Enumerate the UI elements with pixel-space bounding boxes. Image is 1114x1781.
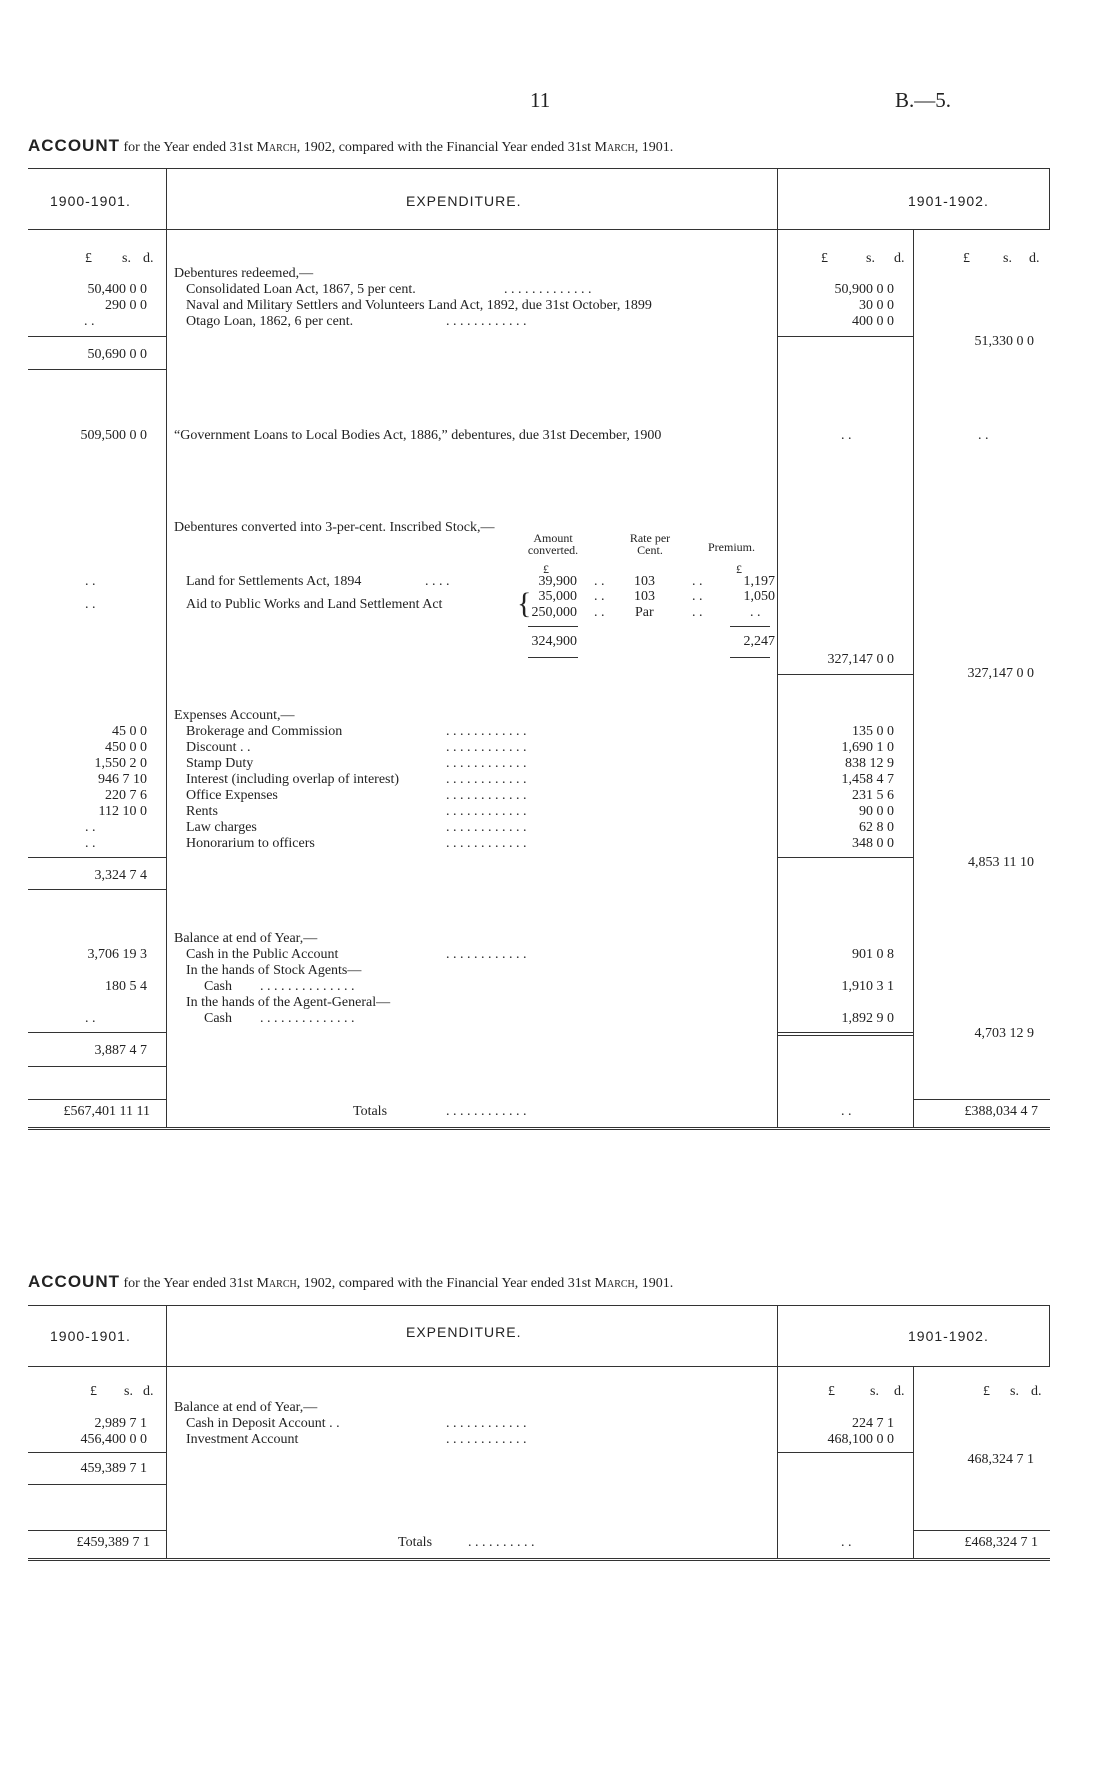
rate-per-cent: Par xyxy=(635,605,654,620)
leader-dots: . . . . xyxy=(425,574,450,589)
leader-dots: . . . . . . . . . . xyxy=(468,1535,535,1550)
leader-dots: . . . . . . . . . . . . xyxy=(446,772,527,787)
premium-total: 2,247 xyxy=(743,634,775,649)
leader-dots: . . . . . . . . . . . . xyxy=(446,820,527,835)
leader-dots: . . . . . . . . . . . . xyxy=(446,314,527,329)
line-item-label: Cash in the Public Account xyxy=(186,947,339,962)
currency-pound: £ xyxy=(828,1384,835,1399)
line-item-label: Land for Settlements Act, 1894 xyxy=(186,574,362,589)
leader-dots: . . . . . . . . . . . . xyxy=(446,724,527,739)
prev-year-subtotal: 459,389 7 1 xyxy=(80,1461,147,1476)
document-reference: B.—5. xyxy=(895,88,952,112)
currency-pound: £ xyxy=(543,562,549,576)
currency-pence: d. xyxy=(143,1384,154,1399)
page-number: 11 xyxy=(530,88,551,112)
account-title: ACCOUNT for the Year ended 31st March, 1902, compared with the Financial Year ended 31st March, 1901. xyxy=(28,1272,674,1291)
curr-year-amount: 90 0 0 xyxy=(859,804,894,819)
currency-pound: £ xyxy=(90,1384,97,1399)
currency-shillings: s. xyxy=(1003,251,1012,266)
line-item-label: Cash in Deposit Account . . xyxy=(186,1416,340,1431)
currency-pound: £ xyxy=(983,1384,990,1399)
curr-year-amount: 50,900 0 0 xyxy=(834,282,894,297)
curr-year-total: 327,147 0 0 xyxy=(967,666,1034,681)
leader-dots: . . xyxy=(692,589,703,604)
line-item-label: Naval and Military Settlers and Volunteers Land Act, 1892, due 31st October, 1899 xyxy=(186,298,652,313)
section-heading: Debentures redeemed,— xyxy=(174,266,314,281)
line-item-label: Investment Account xyxy=(186,1432,299,1447)
leader-dots: . . xyxy=(692,605,703,620)
prev-year-amount: 509,500 0 0 xyxy=(80,428,147,443)
currency-pence: d. xyxy=(143,251,154,266)
curr-year-amount: 30 0 0 xyxy=(859,298,894,313)
column-subheader-premium: Premium. xyxy=(708,540,755,554)
account-table xyxy=(28,168,1050,1130)
section-heading: Expenses Account,— xyxy=(174,708,295,723)
leader-dots: . . xyxy=(692,574,703,589)
prev-year-amount: 946 7 10 xyxy=(98,772,147,787)
curr-year-total: 468,324 7 1 xyxy=(967,1452,1034,1467)
prev-year-amount: . . xyxy=(85,597,96,612)
premium: 1,050 xyxy=(743,589,775,604)
curr-year-amount: 224 7 1 xyxy=(852,1416,894,1431)
line-item-label: Otago Loan, 1862, 6 per cent. xyxy=(186,314,354,329)
prev-year-amount: 180 5 4 xyxy=(105,979,147,994)
totals-label: Totals xyxy=(353,1104,388,1119)
column-header-expenditure: EXPENDITURE. xyxy=(406,1324,522,1340)
currency-shillings: s. xyxy=(1010,1384,1019,1399)
line-item-label: Cash xyxy=(204,1011,232,1026)
column-subheader-rate: Rate per Cent. xyxy=(629,531,671,557)
prev-year-grand-total: £567,401 11 11 xyxy=(63,1104,150,1119)
leader-dots: . . . . . . . . . . . . xyxy=(446,947,527,962)
column-subheader-amount: Amount converted. xyxy=(527,531,579,557)
section-heading: Balance at end of Year,— xyxy=(174,931,318,946)
line-item-label: “Government Loans to Local Bodies Act, 1886,” debentures, due 31st December, 1900 xyxy=(174,428,662,443)
currency-pound: £ xyxy=(821,251,828,266)
account-table xyxy=(28,1305,1050,1561)
prev-year-amount: . . xyxy=(84,314,95,329)
curr-year-amount: 231 5 6 xyxy=(852,788,894,803)
leader-dots: . . . . . . . . . . . . xyxy=(446,756,527,771)
column-header-1900-1901: 1900-1901. xyxy=(50,1328,131,1344)
prev-year-amount: 456,400 0 0 xyxy=(80,1432,147,1447)
prev-year-amount: 1,550 2 0 xyxy=(94,756,147,771)
leader-dots: . . xyxy=(594,589,605,604)
column-header-1901-1902: 1901-1902. xyxy=(908,193,989,209)
prev-year-subtotal: 50,690 0 0 xyxy=(87,347,147,362)
prev-year-amount: 290 0 0 xyxy=(105,298,147,313)
curr-year-amount: . . xyxy=(841,1535,852,1550)
amount-converted: 35,000 xyxy=(538,589,577,604)
prev-year-amount: . . xyxy=(85,820,96,835)
curr-year-total: . . xyxy=(978,428,989,443)
curr-year-amount: . . xyxy=(841,428,852,443)
curr-year-amount: 468,100 0 0 xyxy=(827,1432,894,1447)
column-header-1900-1901: 1900-1901. xyxy=(50,193,131,209)
leader-dots: . . . . . . . . . . . . . xyxy=(504,282,592,297)
line-item-label: Consolidated Loan Act, 1867, 5 per cent. xyxy=(186,282,416,297)
line-item-label: Honorarium to officers xyxy=(186,836,315,851)
prev-year-amount: . . xyxy=(85,1011,96,1026)
currency-pound: £ xyxy=(963,251,970,266)
curr-year-amount: 400 0 0 xyxy=(852,314,894,329)
prev-year-amount: 50,400 0 0 xyxy=(87,282,147,297)
leader-dots: . . . . . . . . . . . . xyxy=(446,804,527,819)
leader-dots: . . . . . . . . . . . . xyxy=(446,740,527,755)
curr-year-grand-total: £388,034 4 7 xyxy=(964,1104,1038,1119)
prev-year-grand-total: £459,389 7 1 xyxy=(76,1535,150,1550)
curr-year-grand-total: £468,324 7 1 xyxy=(964,1535,1038,1550)
currency-pound: £ xyxy=(85,251,92,266)
curr-year-amount: 327,147 0 0 xyxy=(827,652,894,667)
line-item-label: Rents xyxy=(186,804,218,819)
curr-year-amount: 348 0 0 xyxy=(852,836,894,851)
premium: . . xyxy=(750,605,761,620)
line-item-label: Interest (including overlap of interest) xyxy=(186,772,400,787)
curr-year-amount: 1,458 4 7 xyxy=(841,772,894,787)
leader-dots: . . . . . . . . . . . . xyxy=(446,1104,527,1119)
leader-dots: . . . . . . . . . . . . . . xyxy=(260,979,355,994)
totals-label: Totals xyxy=(398,1535,433,1550)
prev-year-amount: 2,989 7 1 xyxy=(94,1416,147,1431)
currency-shillings: s. xyxy=(122,251,131,266)
currency-shillings: s. xyxy=(124,1384,133,1399)
currency-pence: d. xyxy=(1029,251,1040,266)
leader-dots: . . . . . . . . . . . . xyxy=(446,788,527,803)
line-item-label: Office Expenses xyxy=(186,788,278,803)
curr-year-amount: 1,910 3 1 xyxy=(841,979,894,994)
prev-year-amount: . . xyxy=(85,836,96,851)
prev-year-amount: 112 10 0 xyxy=(98,804,147,819)
prev-year-amount: . . xyxy=(85,574,96,589)
currency-pound: £ xyxy=(736,562,742,576)
leader-dots: . . . . . . . . . . . . xyxy=(446,1416,527,1431)
curr-year-amount: 135 0 0 xyxy=(852,724,894,739)
curr-year-amount: 901 0 8 xyxy=(852,947,894,962)
column-header-expenditure: EXPENDITURE. xyxy=(406,193,522,209)
amount-converted-total: 324,900 xyxy=(531,634,577,649)
rate-per-cent: 103 xyxy=(634,574,655,589)
section-heading: Balance at end of Year,— xyxy=(174,1400,318,1415)
currency-pence: d. xyxy=(894,251,905,266)
line-item-label: In the hands of Stock Agents— xyxy=(186,963,362,978)
line-item-label: Cash xyxy=(204,979,232,994)
column-header-1901-1902: 1901-1902. xyxy=(908,1328,989,1344)
currency-shillings: s. xyxy=(866,251,875,266)
leader-dots: . . xyxy=(594,574,605,589)
prev-year-amount: 45 0 0 xyxy=(112,724,147,739)
curr-year-amount: 1,892 9 0 xyxy=(841,1011,894,1026)
prev-year-subtotal: 3,887 4 7 xyxy=(94,1043,147,1058)
brace-icon: { xyxy=(517,587,532,620)
leader-dots: . . xyxy=(594,605,605,620)
currency-pence: d. xyxy=(894,1384,905,1399)
amount-converted: 250,000 xyxy=(531,605,577,620)
line-item-label: In the hands of the Agent-General— xyxy=(186,995,391,1010)
currency-pence: d. xyxy=(1031,1384,1042,1399)
amount-converted: 39,900 xyxy=(538,574,577,589)
account-title: ACCOUNT for the Year ended 31st March, 1902, compared with the Financial Year ended 31st March, 1901. xyxy=(28,136,674,155)
prev-year-amount: 220 7 6 xyxy=(105,788,147,803)
line-item-label: Stamp Duty xyxy=(186,756,254,771)
rate-per-cent: 103 xyxy=(634,589,655,604)
line-item-label: Law charges xyxy=(186,820,257,835)
curr-year-amount: . . xyxy=(841,1104,852,1119)
section-heading: Debentures converted into 3-per-cent. Inscribed Stock,— xyxy=(174,520,495,535)
leader-dots: . . . . . . . . . . . . . . xyxy=(260,1011,355,1026)
curr-year-total: 51,330 0 0 xyxy=(974,334,1034,349)
prev-year-subtotal: 3,324 7 4 xyxy=(94,868,147,883)
curr-year-total: 4,853 11 10 xyxy=(968,855,1034,870)
line-item-label: Brokerage and Commission xyxy=(186,724,343,739)
line-item-label: Discount . . xyxy=(186,740,251,755)
currency-shillings: s. xyxy=(870,1384,879,1399)
curr-year-total: 4,703 12 9 xyxy=(974,1026,1034,1041)
curr-year-amount: 1,690 1 0 xyxy=(841,740,894,755)
premium: 1,197 xyxy=(743,574,775,589)
prev-year-amount: 3,706 19 3 xyxy=(87,947,147,962)
curr-year-amount: 62 8 0 xyxy=(859,820,894,835)
line-item-label: Aid to Public Works and Land Settlement Act xyxy=(186,597,443,612)
leader-dots: . . . . . . . . . . . . xyxy=(446,836,527,851)
prev-year-amount: 450 0 0 xyxy=(105,740,147,755)
leader-dots: . . . . . . . . . . . . xyxy=(446,1432,527,1447)
curr-year-amount: 838 12 9 xyxy=(845,756,894,771)
